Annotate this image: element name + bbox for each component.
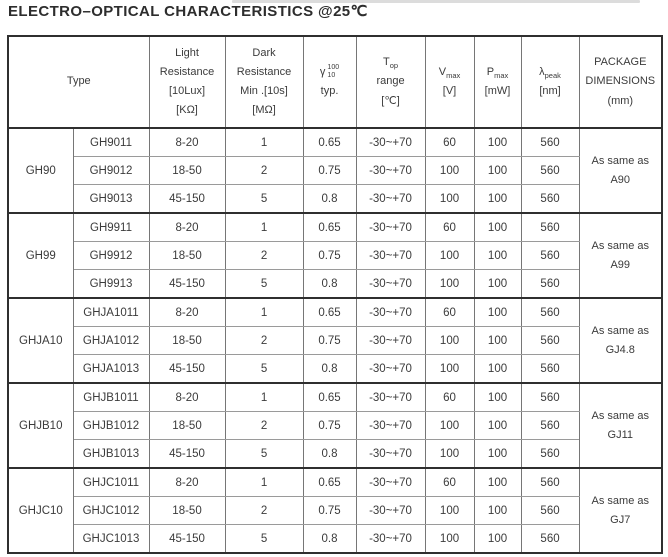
- characteristics-table: [7, 35, 663, 554]
- col-header-light-resistance: Light Resistance [10Lux] [KΩ]: [149, 36, 225, 128]
- model-cell: GHJA1013: [73, 355, 149, 384]
- lambda-peak-cell: 560: [521, 185, 579, 214]
- table-row: [8, 468, 662, 497]
- col-header-lambda-peak: $\lambda_{peak}$ [nm]: [521, 36, 579, 128]
- gamma-cell: 0.75: [303, 327, 356, 355]
- top-range-cell: -30~+70: [356, 128, 425, 157]
- dark-resistance-cell: 1: [225, 213, 303, 242]
- gamma-cell: 0.75: [303, 242, 356, 270]
- dark-resistance-cell: 1: [225, 468, 303, 497]
- dark-resistance-cell: 1: [225, 128, 303, 157]
- package-cell: As same as A90: [579, 128, 662, 213]
- lambda-peak-cell: 560: [521, 298, 579, 327]
- dark-resistance-cell: 2: [225, 412, 303, 440]
- type-group-cell: GHJC10: [8, 468, 73, 553]
- model-cell: GH9011: [73, 128, 149, 157]
- vmax-cell: 60: [425, 213, 474, 242]
- vmax-cell: 60: [425, 468, 474, 497]
- lambda-peak-cell: 560: [521, 128, 579, 157]
- table-row: [8, 383, 662, 412]
- light-resistance-cell: 18-50: [149, 157, 225, 185]
- type-group-cell: GH90: [8, 128, 73, 213]
- lambda-peak-cell: 560: [521, 270, 579, 299]
- lambda-peak-cell: 560: [521, 383, 579, 412]
- type-group-cell: GHJA10: [8, 298, 73, 383]
- gamma-cell: 0.65: [303, 383, 356, 412]
- top-range-cell: -30~+70: [356, 355, 425, 384]
- col-header-gamma: γ 100 10 typ.: [303, 36, 356, 128]
- vmax-cell: 100: [425, 355, 474, 384]
- table-row: [8, 497, 662, 525]
- dark-resistance-cell: 1: [225, 298, 303, 327]
- pmax-cell: 100: [474, 412, 521, 440]
- table-row: [8, 185, 662, 214]
- package-cell: As same as GJ4.8: [579, 298, 662, 383]
- pmax-cell: 100: [474, 213, 521, 242]
- lambda-peak-cell: 560: [521, 525, 579, 554]
- dark-resistance-cell: 5: [225, 525, 303, 554]
- pmax-cell: 100: [474, 242, 521, 270]
- gamma-cell: 0.75: [303, 157, 356, 185]
- lambda-peak-cell: 560: [521, 497, 579, 525]
- page-title: ELECTRO–OPTICAL CHARACTERISTICS @25℃: [8, 3, 368, 20]
- pmax-cell: 100: [474, 497, 521, 525]
- table-row: [8, 270, 662, 299]
- top-range-cell: -30~+70: [356, 327, 425, 355]
- pmax-cell: 100: [474, 185, 521, 214]
- pmax-cell: 100: [474, 525, 521, 554]
- top-range-cell: -30~+70: [356, 497, 425, 525]
- lambda-peak-cell: 560: [521, 327, 579, 355]
- light-resistance-cell: 18-50: [149, 412, 225, 440]
- model-cell: GHJB1013: [73, 440, 149, 469]
- model-cell: GHJA1011: [73, 298, 149, 327]
- top-range-cell: -30~+70: [356, 157, 425, 185]
- top-range-cell: -30~+70: [356, 440, 425, 469]
- gamma-cell: 0.65: [303, 213, 356, 242]
- pmax-cell: 100: [474, 157, 521, 185]
- model-cell: GH9013: [73, 185, 149, 214]
- col-header-package-dimensions: PACKAGE DIMENSIONS (mm): [579, 36, 662, 128]
- model-cell: GH9913: [73, 270, 149, 299]
- vmax-cell: 100: [425, 497, 474, 525]
- light-resistance-cell: 45-150: [149, 525, 225, 554]
- vmax-cell: 100: [425, 185, 474, 214]
- table-row: [8, 525, 662, 554]
- col-header-dark-resistance: Dark Resistance Min .[10s] [MΩ]: [225, 36, 303, 128]
- light-resistance-cell: 8-20: [149, 128, 225, 157]
- vmax-cell: 60: [425, 128, 474, 157]
- model-cell: GHJB1011: [73, 383, 149, 412]
- dark-resistance-cell: 5: [225, 440, 303, 469]
- top-range-cell: -30~+70: [356, 185, 425, 214]
- model-cell: GHJC1012: [73, 497, 149, 525]
- col-header-top-range: $T_{op}$ range [℃]: [356, 36, 425, 128]
- dark-resistance-cell: 2: [225, 242, 303, 270]
- light-resistance-cell: 45-150: [149, 355, 225, 384]
- light-resistance-cell: 8-20: [149, 468, 225, 497]
- type-group-cell: GHJB10: [8, 383, 73, 468]
- vmax-cell: 100: [425, 270, 474, 299]
- table-row: [8, 157, 662, 185]
- vmax-cell: 100: [425, 440, 474, 469]
- vmax-cell: 100: [425, 412, 474, 440]
- col-header-vmax: $V_{max}$ [V]: [425, 36, 474, 128]
- light-resistance-cell: 18-50: [149, 497, 225, 525]
- table-row: [8, 128, 662, 157]
- table-row: [8, 412, 662, 440]
- gamma-cell: 0.8: [303, 355, 356, 384]
- model-cell: GHJC1013: [73, 525, 149, 554]
- dark-resistance-cell: 5: [225, 270, 303, 299]
- table-row: [8, 298, 662, 327]
- light-resistance-cell: 8-20: [149, 213, 225, 242]
- table-row: [8, 242, 662, 270]
- gamma-cell: 0.8: [303, 185, 356, 214]
- pmax-cell: 100: [474, 355, 521, 384]
- package-cell: As same as A99: [579, 213, 662, 298]
- lambda-peak-cell: 560: [521, 157, 579, 185]
- model-cell: GHJC1011: [73, 468, 149, 497]
- lambda-peak-cell: 560: [521, 468, 579, 497]
- col-header-pmax: $P_{max}$ [mW]: [474, 36, 521, 128]
- gamma-cell: 0.75: [303, 412, 356, 440]
- lambda-peak-cell: 560: [521, 213, 579, 242]
- dark-resistance-cell: 5: [225, 355, 303, 384]
- gamma-cell: 0.8: [303, 440, 356, 469]
- vmax-cell: 60: [425, 383, 474, 412]
- dark-resistance-cell: 2: [225, 327, 303, 355]
- light-resistance-cell: 18-50: [149, 242, 225, 270]
- vmax-cell: 100: [425, 242, 474, 270]
- lambda-peak-cell: 560: [521, 355, 579, 384]
- pmax-cell: 100: [474, 468, 521, 497]
- col-header-type: Type: [8, 36, 149, 128]
- dark-resistance-cell: 5: [225, 185, 303, 214]
- header-row: [8, 36, 662, 128]
- package-cell: As same as GJ11: [579, 383, 662, 468]
- model-cell: GH9911: [73, 213, 149, 242]
- top-range-cell: -30~+70: [356, 242, 425, 270]
- top-range-cell: -30~+70: [356, 213, 425, 242]
- gamma-cell: 0.8: [303, 525, 356, 554]
- type-group-cell: GH99: [8, 213, 73, 298]
- gamma-cell: 0.65: [303, 128, 356, 157]
- lambda-peak-cell: 560: [521, 412, 579, 440]
- table-row: [8, 355, 662, 384]
- table-row: [8, 213, 662, 242]
- top-range-cell: -30~+70: [356, 412, 425, 440]
- vmax-cell: 100: [425, 525, 474, 554]
- pmax-cell: 100: [474, 270, 521, 299]
- pmax-cell: 100: [474, 327, 521, 355]
- top-range-cell: -30~+70: [356, 383, 425, 412]
- dark-resistance-cell: 2: [225, 157, 303, 185]
- gamma-cell: 0.75: [303, 497, 356, 525]
- model-cell: GHJB1012: [73, 412, 149, 440]
- dark-resistance-cell: 2: [225, 497, 303, 525]
- dark-resistance-cell: 1: [225, 383, 303, 412]
- pmax-cell: 100: [474, 383, 521, 412]
- table-row: [8, 440, 662, 469]
- table-row: [8, 327, 662, 355]
- model-cell: GH9012: [73, 157, 149, 185]
- pmax-cell: 100: [474, 128, 521, 157]
- vmax-cell: 60: [425, 298, 474, 327]
- model-cell: GHJA1012: [73, 327, 149, 355]
- vmax-cell: 100: [425, 157, 474, 185]
- top-range-cell: -30~+70: [356, 298, 425, 327]
- package-cell: As same as GJ7: [579, 468, 662, 553]
- vmax-cell: 100: [425, 327, 474, 355]
- light-resistance-cell: 45-150: [149, 440, 225, 469]
- top-range-cell: -30~+70: [356, 270, 425, 299]
- pmax-cell: 100: [474, 440, 521, 469]
- gamma-cell: 0.65: [303, 298, 356, 327]
- light-resistance-cell: 8-20: [149, 383, 225, 412]
- model-cell: GH9912: [73, 242, 149, 270]
- light-resistance-cell: 45-150: [149, 270, 225, 299]
- top-range-cell: -30~+70: [356, 525, 425, 554]
- top-range-cell: -30~+70: [356, 468, 425, 497]
- light-resistance-cell: 8-20: [149, 298, 225, 327]
- lambda-peak-cell: 560: [521, 440, 579, 469]
- light-resistance-cell: 18-50: [149, 327, 225, 355]
- lambda-peak-cell: 560: [521, 242, 579, 270]
- gamma-cell: 0.8: [303, 270, 356, 299]
- gamma-cell: 0.65: [303, 468, 356, 497]
- light-resistance-cell: 45-150: [149, 185, 225, 214]
- pmax-cell: 100: [474, 298, 521, 327]
